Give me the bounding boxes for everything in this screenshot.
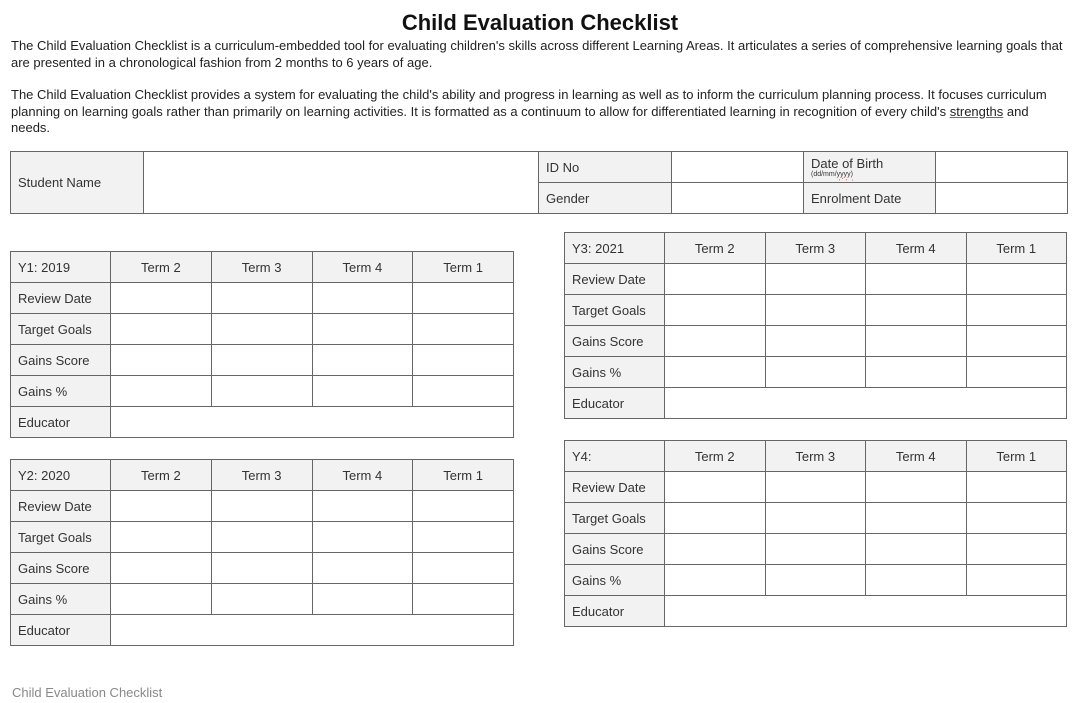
table-row (11, 283, 514, 314)
educator-field[interactable] (665, 596, 1067, 627)
table-row (11, 345, 514, 376)
row-label: Gains % (565, 357, 665, 388)
dob-label (804, 152, 936, 183)
table-row (11, 376, 514, 407)
entry-cell[interactable] (765, 565, 866, 596)
entry-cell[interactable] (111, 553, 212, 584)
student-name-field[interactable] (144, 152, 539, 214)
table-row (11, 584, 514, 615)
entry-cell[interactable] (413, 491, 514, 522)
enrolment-label: Enrolment Date (804, 183, 936, 214)
entry-cell[interactable] (312, 314, 413, 345)
student-info-table (10, 151, 1068, 214)
year-label: Y2: 2020 (11, 460, 111, 491)
term-header: Term 1 (966, 233, 1067, 264)
entry-cell[interactable] (211, 376, 312, 407)
entry-cell[interactable] (211, 522, 312, 553)
educator-field[interactable] (665, 388, 1067, 419)
entry-cell[interactable] (866, 565, 967, 596)
entry-cell[interactable] (665, 326, 766, 357)
id-no-field[interactable] (672, 152, 804, 183)
entry-cell[interactable] (211, 314, 312, 345)
entry-cell[interactable] (966, 357, 1067, 388)
entry-cell[interactable] (312, 345, 413, 376)
table-row (11, 407, 514, 438)
term-header: Term 2 (111, 252, 212, 283)
row-label: Gains Score (11, 553, 111, 584)
year-label: Y1: 2019 (11, 252, 111, 283)
row-label: Target Goals (565, 503, 665, 534)
dob-field[interactable] (936, 152, 1068, 183)
entry-cell[interactable] (111, 345, 212, 376)
entry-cell[interactable] (966, 472, 1067, 503)
dob-format (811, 171, 928, 179)
entry-cell[interactable] (312, 283, 413, 314)
text: The Child Evaluation Checklist provides a system for evaluating the child's ability and progress in learning as well as to inform the curriculum planning process. It focuses curriculum planning on learning goals rather than primarily on learning activities. It is formatted as a continuum to allow for differentiated learning in recognition of every child's (11, 87, 1047, 119)
table-row (11, 522, 514, 553)
entry-cell[interactable] (312, 522, 413, 553)
entry-cell[interactable] (312, 376, 413, 407)
table-row (565, 534, 1067, 565)
entry-cell[interactable] (765, 534, 866, 565)
dob-text: Date of Birth (811, 155, 884, 171)
year-2-table (10, 459, 514, 646)
table-row (565, 264, 1067, 295)
term-header: Term 4 (312, 460, 413, 491)
entry-cell[interactable] (211, 283, 312, 314)
term-header: Term 1 (413, 460, 514, 491)
entry-cell[interactable] (966, 295, 1067, 326)
term-header: Term 3 (211, 252, 312, 283)
entry-cell[interactable] (111, 314, 212, 345)
table-row (11, 314, 514, 345)
entry-cell[interactable] (866, 295, 967, 326)
entry-cell[interactable] (765, 472, 866, 503)
entry-cell[interactable] (413, 584, 514, 615)
row-label: Target Goals (565, 295, 665, 326)
row-label: Gains Score (565, 534, 665, 565)
term-header: Term 3 (765, 233, 866, 264)
entry-cell[interactable] (211, 491, 312, 522)
table-row (11, 553, 514, 584)
year-label: Y3: 2021 (565, 233, 665, 264)
entry-cell[interactable] (665, 357, 766, 388)
row-label: Educator (11, 407, 111, 438)
entry-cell[interactable] (665, 264, 766, 295)
term-header: Term 1 (966, 441, 1067, 472)
table-row (565, 596, 1067, 627)
entry-cell[interactable] (312, 553, 413, 584)
term-header: Term 1 (413, 252, 514, 283)
entry-cell[interactable] (966, 264, 1067, 295)
entry-cell[interactable] (966, 503, 1067, 534)
student-name-label: Student Name (11, 152, 144, 214)
row-label: Educator (565, 388, 665, 419)
text: and needs. (11, 103, 1029, 135)
entry-cell[interactable] (312, 491, 413, 522)
educator-field[interactable] (111, 407, 514, 438)
footer-text: Child Evaluation Checklist (12, 685, 163, 700)
entry-cell[interactable] (765, 357, 866, 388)
row-label: Educator (565, 596, 665, 627)
term-header: Term 4 (312, 252, 413, 283)
entry-cell[interactable] (111, 283, 212, 314)
entry-cell[interactable] (765, 503, 866, 534)
table-row (565, 295, 1067, 326)
enrolment-field[interactable] (936, 183, 1068, 214)
entry-cell[interactable] (866, 534, 967, 565)
entry-cell[interactable] (413, 283, 514, 314)
entry-cell[interactable] (413, 345, 514, 376)
entry-cell[interactable] (413, 376, 514, 407)
entry-cell[interactable] (765, 295, 866, 326)
table-row (565, 326, 1067, 357)
table-row (565, 472, 1067, 503)
entry-cell[interactable] (665, 565, 766, 596)
entry-cell[interactable] (866, 264, 967, 295)
term-header: Term 3 (765, 441, 866, 472)
description-paragraph (11, 87, 1071, 137)
year-1-table (10, 251, 514, 438)
entry-cell[interactable] (211, 345, 312, 376)
entry-cell[interactable] (866, 472, 967, 503)
row-label: Educator (11, 615, 111, 646)
table-row (565, 388, 1067, 419)
entry-cell[interactable] (866, 503, 967, 534)
entry-cell[interactable] (765, 264, 866, 295)
gender-field[interactable] (672, 183, 804, 214)
text: yyyy) (836, 170, 854, 178)
entry-cell[interactable] (111, 376, 212, 407)
entry-cell[interactable] (966, 565, 1067, 596)
entry-cell[interactable] (665, 503, 766, 534)
entry-cell[interactable] (866, 357, 967, 388)
entry-cell[interactable] (211, 584, 312, 615)
row-label: Review Date (565, 472, 665, 503)
entry-cell[interactable] (413, 314, 514, 345)
gender-label: Gender (539, 183, 672, 214)
entry-cell[interactable] (966, 326, 1067, 357)
row-label: Gains Score (565, 326, 665, 357)
entry-cell[interactable] (111, 584, 212, 615)
year-4-table (564, 440, 1067, 627)
entry-cell[interactable] (413, 522, 514, 553)
entry-cell[interactable] (765, 326, 866, 357)
table-row (565, 357, 1067, 388)
row-label: Gains Score (11, 345, 111, 376)
entry-cell[interactable] (665, 534, 766, 565)
row-label: Target Goals (11, 314, 111, 345)
year-label: Y4: (565, 441, 665, 472)
text: (dd/mm/ (811, 170, 837, 178)
entry-cell[interactable] (312, 584, 413, 615)
table-row (565, 565, 1067, 596)
term-header: Term 4 (866, 233, 967, 264)
entry-cell[interactable] (111, 522, 212, 553)
row-label: Gains % (565, 565, 665, 596)
term-header: Term 2 (665, 441, 766, 472)
row-label: Review Date (11, 491, 111, 522)
term-header: Term 4 (866, 441, 967, 472)
entry-cell[interactable] (211, 553, 312, 584)
id-no-label: ID No (539, 152, 672, 183)
educator-field[interactable] (111, 615, 514, 646)
row-label: Review Date (11, 283, 111, 314)
entry-cell[interactable] (665, 472, 766, 503)
row-label: Gains % (11, 376, 111, 407)
intro-paragraph: The Child Evaluation Checklist is a curriculum-embedded tool for evaluating children's skills across different Learning Areas. It articulates a series of comprehensive learning goals that are presented in a chronological fashion from 2 months to 6 years of age. (11, 38, 1063, 70)
term-header: Term 3 (211, 460, 312, 491)
term-header: Term 2 (665, 233, 766, 264)
entry-cell[interactable] (111, 491, 212, 522)
row-label: Review Date (565, 264, 665, 295)
text: strengths (949, 103, 1004, 119)
entry-cell[interactable] (866, 326, 967, 357)
year-3-table (564, 232, 1067, 419)
entry-cell[interactable] (665, 295, 766, 326)
entry-cell[interactable] (966, 534, 1067, 565)
page-title: Child Evaluation Checklist (401, 10, 679, 35)
row-label: Target Goals (11, 522, 111, 553)
row-label: Gains % (11, 584, 111, 615)
table-row (11, 491, 514, 522)
table-row (565, 503, 1067, 534)
table-row (11, 615, 514, 646)
entry-cell[interactable] (413, 553, 514, 584)
term-header: Term 2 (111, 460, 212, 491)
